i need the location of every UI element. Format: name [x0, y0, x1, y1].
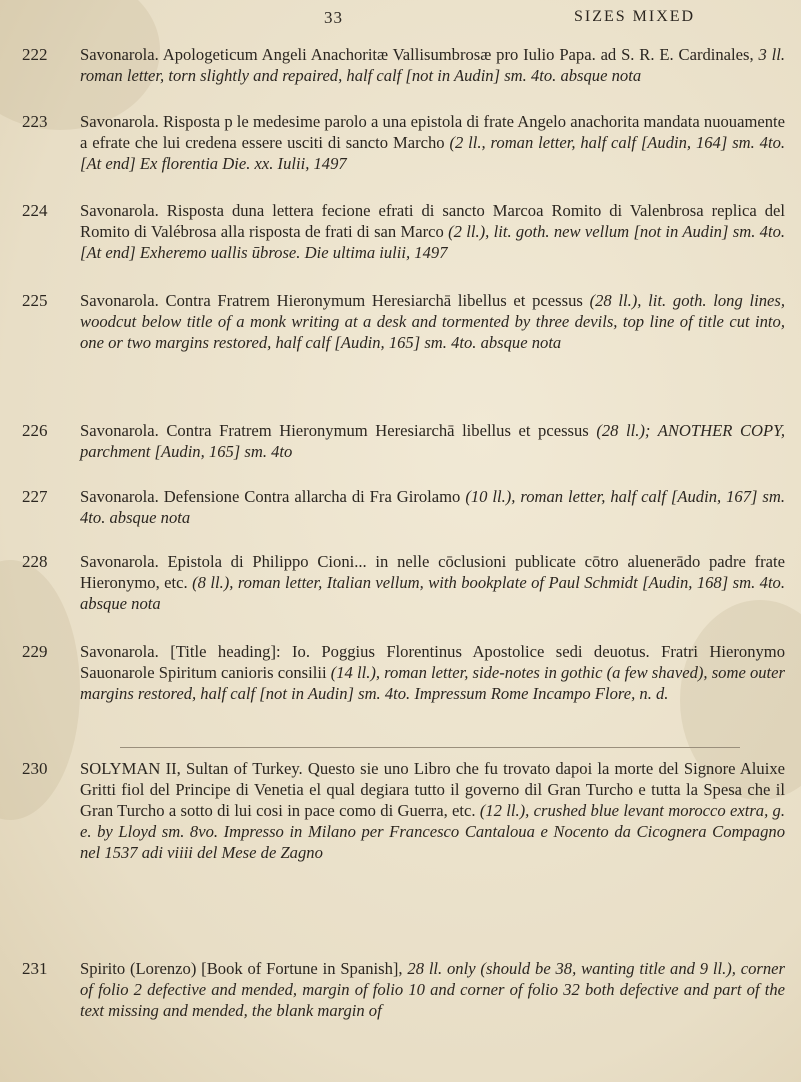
- lot-detail: (14 ll.), roman letter, side-notes in gothic (a few shaved), some outer margins restored, half calf [not in Audin]: [80, 663, 785, 703]
- page-header: [0, 6, 801, 30]
- lot-description: [80, 551, 785, 614]
- lot-description: [80, 486, 785, 528]
- lot-detail: (10 ll.), roman letter, half calf [Audin, 167]: [465, 487, 763, 506]
- lot-format: sm. 4to. absque nota: [424, 333, 562, 352]
- lot-title: Savonarola. Defensione Contra allarcha di Fra Girolamo: [80, 487, 466, 506]
- lot-title: Savonarola. Apologeticum Angeli Anachoritæ Vallisumbrosæ pro Iulio Papa. ad S. R. E. Cardinales,: [80, 45, 759, 64]
- lot-description: [80, 958, 785, 1021]
- lot-description: [80, 111, 785, 174]
- lot-title: Savonarola. Risposta p le medesime parolo a una epistola di frate Angelo anachorita mandata nuouamente a efrate che lui credena essere usciti di sancto Marcho: [80, 112, 785, 152]
- lot-description: [80, 44, 785, 86]
- lot-description: [80, 758, 785, 863]
- lot-detail: (28 ll.); ANOTHER COPY, parchment [Audin, 165]: [80, 421, 786, 461]
- lot-description: [80, 290, 785, 353]
- lot-format: sm. 4to. absque nota: [80, 487, 786, 527]
- lot-number: 228: [22, 552, 48, 571]
- lot-title: Savonarola. Contra Fratrem Hieronymum Heresiarchā libellus et pcessus: [80, 421, 597, 440]
- lot-description: [80, 200, 785, 263]
- page-number: 33: [324, 8, 343, 27]
- lot-number: 229: [22, 642, 48, 661]
- lot-title: Savonarola. Risposta duna lettera fecione efrati di sancto Marcoa Romito di Valenbrosa replica del Romito di Valébrosa alla risposta de frati di san Marco: [80, 201, 785, 241]
- lot-format: sm. 4to. Impressum Rome Incampo Flore, n. d.: [358, 684, 669, 703]
- lot-format: sm. 4to: [244, 442, 293, 461]
- lot-detail: (2 ll., roman letter, half calf [Audin, 164]: [449, 133, 733, 152]
- lot-description: [80, 420, 785, 462]
- lot-number: 231: [22, 959, 48, 978]
- lot-number: 227: [22, 487, 48, 506]
- lot-format: sm. 8vo. Impresso in Milano per Francesco Cantaloua e Nocento da Cicognera Compagno nel 1537 adi viiii del Mese de Zagno: [80, 822, 785, 862]
- lot-format: sm. 4to. [At end] Exheremo uallis ūbrose. Die ultima iulii, 1497: [80, 222, 786, 262]
- lot-title: Savonarola. Contra Fratrem Hieronymum Heresiarchā libellus et pcessus: [80, 291, 590, 310]
- lot-format: sm. 4to. absque nota: [80, 573, 786, 613]
- lot-title: SOLYMAN II, Sultan of Turkey. Questo sie uno Libro che fu trovato dapoi la morte del Signore Aluixe Gritti fiol del Principe di Venetia el qual degiara tutto il governo dil Gran Turcho e tutta la Spesa che il Gran Turcho a sotto di lui cosi in pace como di Guerra, etc.: [80, 759, 785, 820]
- lot-number: 225: [22, 291, 48, 310]
- lot-number: 223: [22, 112, 48, 131]
- lot-number: 230: [22, 759, 48, 778]
- paper-stain: [0, 560, 80, 820]
- lot-title: Savonarola. [Title heading]: Io. Poggius Florentinus Apostolice sedi deuotus. Fratri Hieronymo Sauonarole Spiritum canioris consilii: [80, 642, 785, 682]
- lot-detail: (2 ll.), lit. goth. new vellum [not in Audin]: [448, 222, 733, 241]
- lot-number: 224: [22, 201, 48, 220]
- lot-format: sm. 4to. absque nota: [504, 66, 642, 85]
- lot-number: 222: [22, 45, 48, 64]
- section-divider: [120, 747, 740, 748]
- lot-detail: (12 ll.), crushed blue levant morocco extra, g. e. by Lloyd: [80, 801, 785, 841]
- lot-detail: (28 ll.), lit. goth. long lines, woodcut below title of a monk writing at a desk and tormented by three devils, top line of title cut into, one or two margins restored, half calf [Audin, 165]: [80, 291, 785, 352]
- lot-title: Spirito (Lorenzo) [Book of Fortune in Spanish],: [80, 959, 408, 978]
- lot-title: Savonarola. Epistola di Philippo Cioni... in nelle cōclusioni publicate cōtro aluenerādo padre frate Hieronymo, etc.: [80, 552, 785, 592]
- lot-detail: 3 ll. roman letter, torn slightly and repaired, half calf [not in Audin]: [80, 45, 785, 85]
- lot-format: sm. 4to. [At end] Ex florentia Die. xx. Iulii, 1497: [80, 133, 786, 173]
- lot-number: 226: [22, 421, 48, 440]
- lot-detail: (8 ll.), roman letter, Italian vellum, with bookplate of Paul Schmidt [Audin, 168]: [192, 573, 733, 592]
- running-head: SIZES MIXED: [574, 8, 696, 25]
- lot-detail: 28 ll. only (should be 38, wanting title and 9 ll.), corner of folio 2 defective and mended, margin of folio 10 and corner of folio 32 both defective and part of the text missing and mended, the blank margin of: [80, 959, 785, 1020]
- lot-description: [80, 641, 785, 704]
